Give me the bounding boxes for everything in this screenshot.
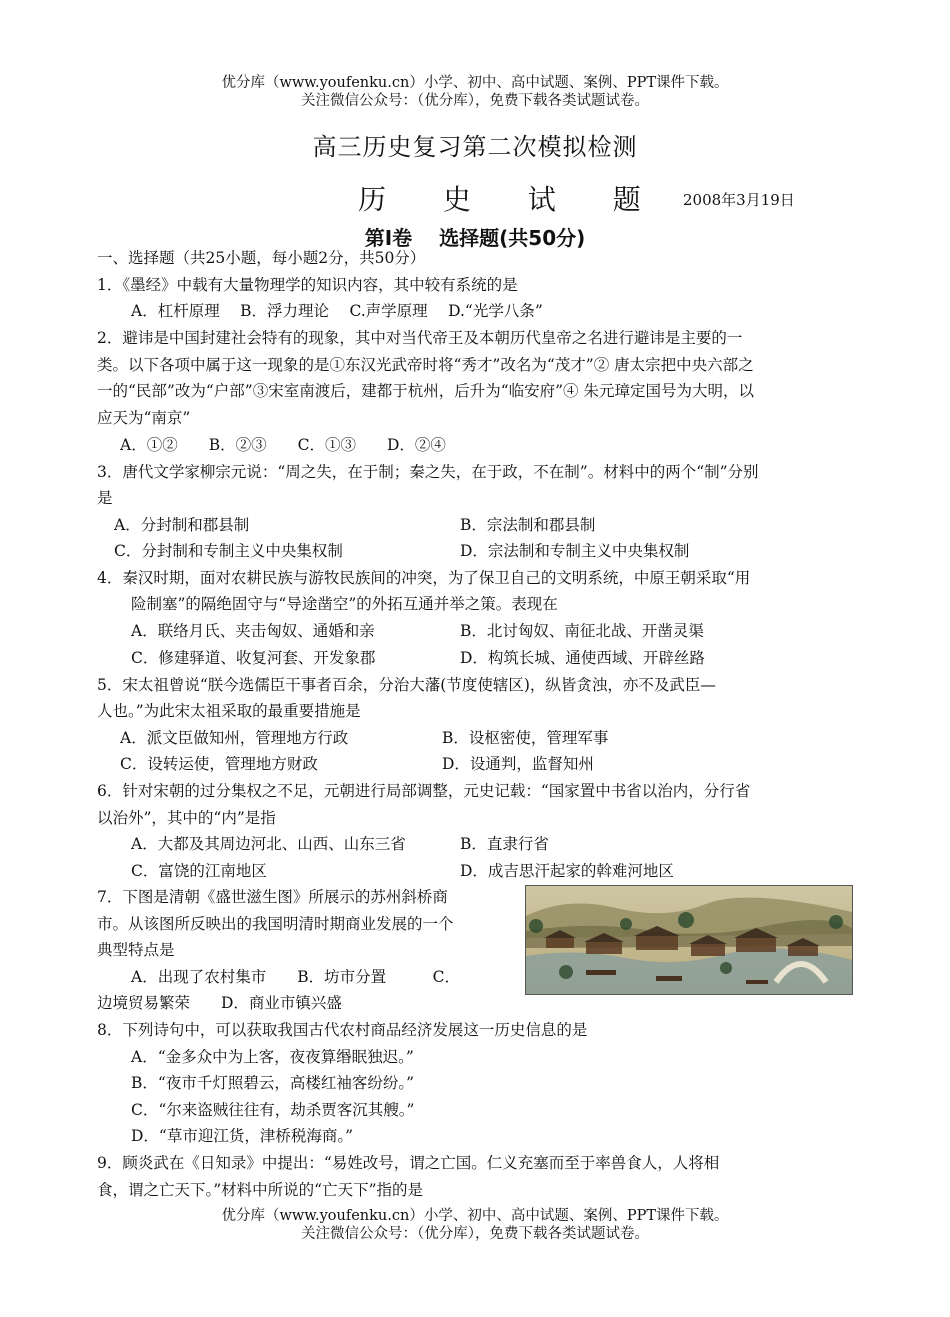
q4-stem-line-2: 险制塞”的隔绝固守与“导途凿空”的外拓互通并举之策。表现在 bbox=[131, 595, 558, 613]
part-intro: 一、选择题（共25小题，每小题2分，共50分） bbox=[97, 249, 426, 267]
q3-option-c: C．分封制和专制主义中央集权制 bbox=[114, 542, 343, 560]
subject-title: 历 史 试 题 bbox=[358, 183, 665, 216]
q6-option-d: D．成吉思汗起家的斡难河地区 bbox=[460, 862, 674, 880]
q7-options-line-1: A．出现了农村集市 B．坊市分置 C． bbox=[131, 968, 460, 986]
q2-stem-line-1: 2．避讳是中国封建社会特有的现象，其中对当代帝王及本朝历代皇帝之名进行避讳是主要的一 bbox=[97, 329, 743, 347]
footer-line-1: 优分库（www.youfenku.cn）小学、初中、高中试题、案例、PPT课件下载。 bbox=[221, 1208, 729, 1224]
q4-option-a: A．联络月氏、夹击匈奴、通婚和亲 bbox=[131, 622, 375, 640]
q8-option-a: A．“金多众中为上客，夜夜算缗眠独迟。” bbox=[131, 1048, 414, 1066]
q7-stem-line-3: 典型特点是 bbox=[97, 941, 175, 959]
q3-stem-line-1: 3．唐代文学家柳宗元说：“周之失，在于制；秦之失，在于政，不在制”。材料中的两个“制”分别 bbox=[97, 463, 759, 481]
q4-stem-line-1: 4．秦汉时期，面对农耕民族与游牧民族间的冲突，为了保卫自己的文明系统，中原王朝采取“用 bbox=[97, 569, 751, 587]
q4-option-c: C．修建驿道、收复河套、开发象郡 bbox=[131, 649, 376, 667]
header-line-2: 关注微信公众号：（优分库），免费下载各类试题试卷。 bbox=[301, 93, 649, 109]
q5-option-b: B．设枢密使，管理军事 bbox=[442, 729, 609, 747]
q7-stem-line-2: 市。从该图所反映出的我国明清时期商业发展的一个 bbox=[97, 915, 454, 933]
q3-stem-line-2: 是 bbox=[97, 489, 113, 507]
q8-option-d: D．“草市迎江货，津桥税海商。” bbox=[131, 1127, 354, 1145]
q6-stem-line-1: 6．针对宋朝的过分集权之不足，元朝进行局部调整，元史记载：“国家置中书省以治内，分行省 bbox=[97, 782, 751, 800]
q5-stem-line-2: 人也。”为此宋太祖采取的最重要措施是 bbox=[97, 702, 361, 720]
q2-stem-line-2: 类。以下各项中属于这一现象的是①东汉光武帝时将“秀才”改名为“茂才”② 唐太宗把中央六部之 bbox=[97, 356, 754, 374]
q6-option-c: C．富饶的江南地区 bbox=[131, 862, 267, 880]
q5-option-c: C．设转运使，管理地方财政 bbox=[120, 755, 318, 773]
q3-option-b: B．宗法制和郡县制 bbox=[460, 516, 596, 534]
q9-stem-line-1: 9．顾炎武在《日知录》中提出：“易姓改号，谓之亡国。仁义充塞而至于率兽食人，人将相 bbox=[97, 1154, 720, 1172]
section-title: 第Ⅰ卷 选择题(共50分) bbox=[364, 226, 586, 250]
q7-stem-line-1: 7．下图是清朝《盛世滋生图》所展示的苏州斜桥商 bbox=[97, 888, 448, 906]
q7-options-line-2: 边境贸易繁荣 D．商业市镇兴盛 bbox=[97, 994, 342, 1012]
q6-option-a: A．大都及其周边河北、山西、山东三省 bbox=[131, 835, 406, 853]
q8-option-c: C．“尔来盗贼往往有，劫杀贾客沉其艘。” bbox=[131, 1101, 415, 1119]
q1-stem: 1．《墨经》中载有大量物理学的知识内容，其中较有系统的是 bbox=[97, 276, 518, 294]
q2-options: A．①② B．②③ C．①③ D．②④ bbox=[120, 436, 446, 454]
q1-options: A．杠杆原理 B．浮力理论 C.声学原理 D.“光学八条” bbox=[131, 302, 543, 320]
exam-title: 高三历史复习第二次模拟检测 bbox=[312, 133, 638, 161]
footer-line-2: 关注微信公众号：（优分库），免费下载各类试题试卷。 bbox=[301, 1226, 649, 1242]
exam-date: 2008年3月19日 bbox=[683, 191, 795, 209]
q2-stem-line-4: 应天为“南京” bbox=[97, 409, 191, 427]
header-line-1: 优分库（www.youfenku.cn）小学、初中、高中试题、案例、PPT课件下载。 bbox=[221, 75, 729, 91]
q6-stem-line-2: 以治外”，其中的“内”是指 bbox=[97, 809, 276, 827]
q5-option-d: D．设通判，监督知州 bbox=[442, 755, 594, 773]
suzhou-painting-image bbox=[525, 885, 853, 995]
q3-option-a: A．分封制和郡县制 bbox=[114, 516, 250, 534]
q9-stem-line-2: 食，谓之亡天下。”材料中所说的“亡天下”指的是 bbox=[97, 1181, 424, 1199]
q4-option-b: B．北讨匈奴、南征北战、开凿灵渠 bbox=[460, 622, 704, 640]
q2-stem-line-3: 一的“民部”改为“户部”③宋室南渡后，建都于杭州，后升为“临安府”④ 朱元璋定国号为大明，以 bbox=[97, 382, 754, 400]
q8-stem: 8．下列诗句中，可以获取我国古代农村商品经济发展这一历史信息的是 bbox=[97, 1021, 588, 1039]
q5-stem-line-1: 5．宋太祖曾说“朕今选儒臣干事者百余，分治大藩(节度使辖区)，纵皆贪浊，亦不及武臣— bbox=[97, 676, 716, 694]
q5-option-a: A．派文臣做知州，管理地方行政 bbox=[120, 729, 349, 747]
q4-option-d: D．构筑长城、通使西域、开辟丝路 bbox=[460, 649, 705, 667]
q3-option-d: D．宗法制和专制主义中央集权制 bbox=[460, 542, 690, 560]
q8-option-b: B．“夜市千灯照碧云，高楼红袖客纷纷。” bbox=[131, 1074, 414, 1092]
q6-option-b: B．直隶行省 bbox=[460, 835, 549, 853]
